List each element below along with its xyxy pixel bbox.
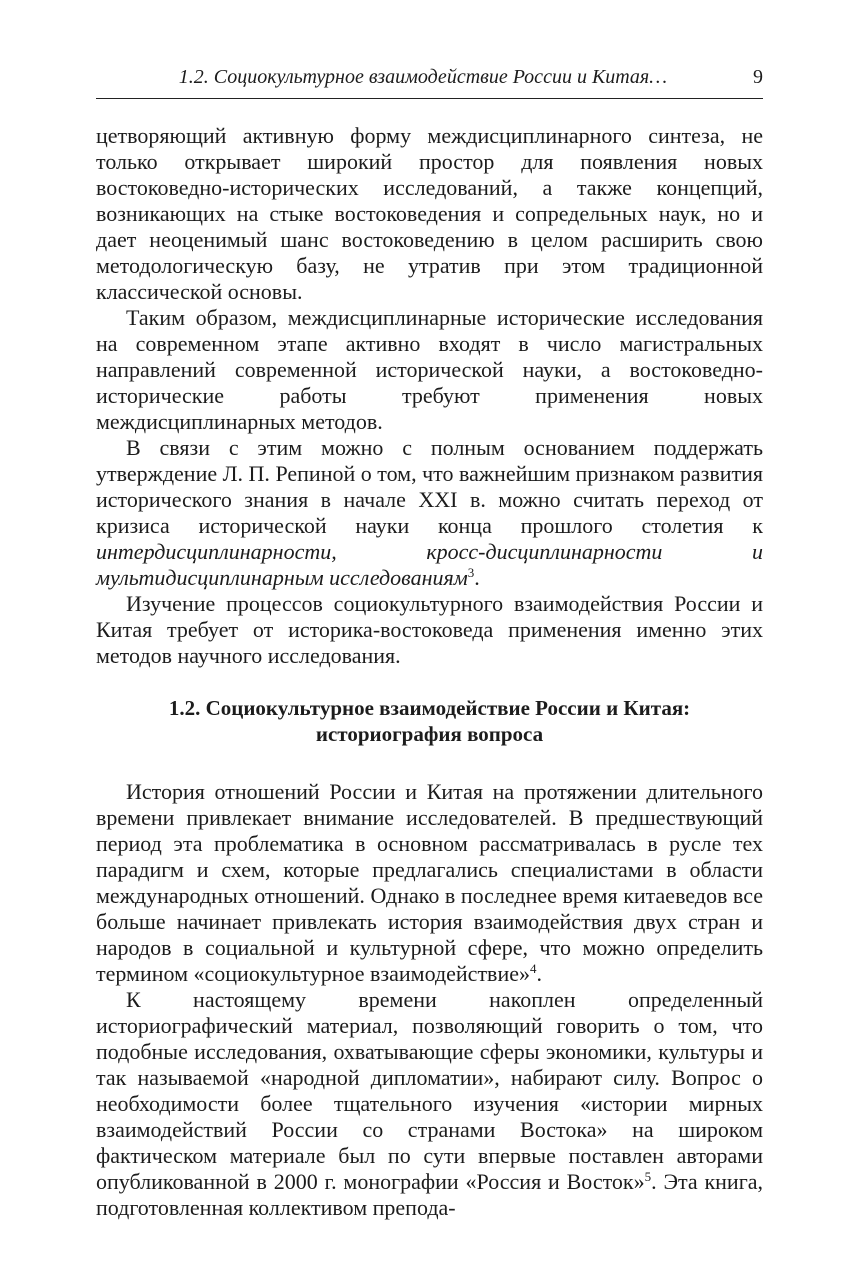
paragraph-text: . Эта книга, подготовленная коллективом препода- — [96, 1169, 763, 1220]
section-heading-line: 1.2. Социокультурное взаимодействие России и Китая: — [168, 696, 691, 720]
footnote-ref[interactable]: 5 — [644, 1169, 652, 1184]
paragraph — [96, 779, 763, 987]
paragraph-text: К настоящему времени накоплен определенный историографический материал, позволяющий говорить о том, что подобные исследования, охватывающие сферы экономики, культуры и так называемой «народной дипломатии», набирают силу. Вопрос о необходимости более тщательного изучения «истории мирных взаимодействий России со странами Востока» на широком фактическом материале был по сути впервые поставлен авторами опубликованной в 2000 г. монографии «Россия и Восток» — [96, 987, 763, 1194]
paragraph-text: . — [536, 961, 542, 986]
paragraph — [96, 987, 763, 1221]
paragraph-text: История отношений России и Китая на протяжении длительного времени привлекает внимание исследователей. В предшествующий период эта проблематика в основном рассматривалась в русле тех парадигм и схем, которые предлагались специалистами в области международных отношений. Однако в последнее время китаеведов все больше начинает привлекать история взаимодействия двух стран и народов в социальной и культурной сфере, что можно определить термином «социокультурное взаимодействие» — [96, 779, 763, 986]
paragraph: цетворяющий активную форму междисциплинарного синтеза, не только открывает широкий простор для появления новых востоковедно-исторических исследований, а также концепций, возникающих на стыке востоковедения и сопредельных наук, но и дает неоценимый шанс востоковедению в целом расширить свою методологическую базу, не утратив при этом традиционной классической основы. — [96, 123, 763, 304]
footnote-ref[interactable]: 4 — [529, 961, 537, 976]
paragraph-text: В связи с этим можно с полным основанием поддержать утверждение Л. П. Репиной о том, что важнейшим признаком развития исторического знания в начале XXI в. можно считать переход от кризиса исторической науки конца прошлого столетия к — [96, 435, 763, 538]
paragraph-text: . — [474, 565, 480, 590]
paragraph: Таким образом, междисциплинарные исторические исследования на современном этапе активно входят в число магистральных направлений современной исторической науки, а востоковедно-исторические работы требуют применения новых междисциплинарных методов. — [96, 305, 763, 434]
italic-phrase: интердисциплинарности, кросс-дисциплинарности и мультидисциплинарным исследованиям — [96, 539, 763, 590]
section-heading — [96, 695, 763, 747]
page-number: 9 — [753, 66, 763, 88]
running-header — [96, 58, 763, 99]
body-text — [96, 123, 763, 1221]
section-heading-line: историография вопроса — [315, 722, 544, 746]
paragraph: Изучение процессов социокультурного взаимодействия России и Китая требует от историка-востоковеда применения именно этих методов научного исследования. — [96, 591, 763, 668]
footnote-ref[interactable]: 3 — [467, 565, 475, 580]
paragraph — [96, 435, 763, 591]
running-title: 1.2. Социокультурное взаимодействие России и Китая… — [178, 66, 667, 88]
